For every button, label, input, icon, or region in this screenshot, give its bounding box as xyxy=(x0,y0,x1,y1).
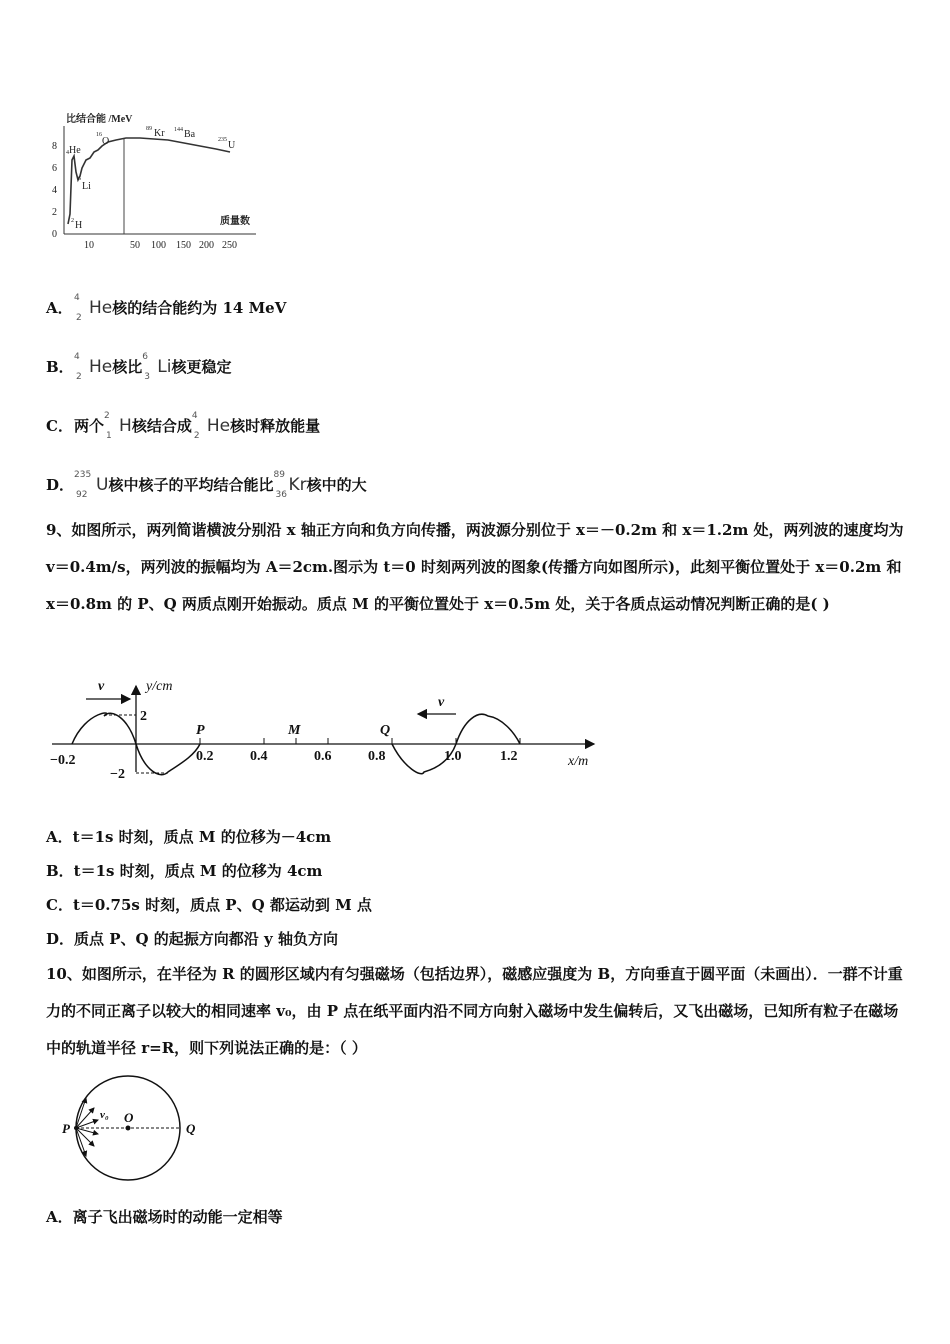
q8-option-c[interactable]: C．两个 2 1 H核结合成 4 2 He核时释放能量 xyxy=(46,411,321,441)
label-h: H xyxy=(75,220,83,231)
nuclide-u: 235 92 U xyxy=(74,470,109,500)
v-left-label: v xyxy=(98,679,105,694)
label-kr: Kr xyxy=(154,128,165,139)
svg-text:16: 16 xyxy=(96,132,102,138)
q9-option-c[interactable]: C．t＝0.75s 时刻，质点 P、Q 都运动到 M 点 xyxy=(46,896,372,914)
v-right-label: v xyxy=(438,695,445,710)
xtick-200: 200 xyxy=(199,240,214,250)
label-o: O xyxy=(124,1110,134,1125)
label-ba: Ba xyxy=(184,129,196,140)
ytick-0: 0 xyxy=(52,229,57,240)
label-q: Q xyxy=(186,1121,196,1136)
label-li: Li xyxy=(82,181,91,192)
nuclide-h: 2 1 H xyxy=(104,411,132,441)
nuclide-he: 4 2 He xyxy=(74,352,113,382)
svg-text:6: 6 xyxy=(78,176,81,182)
ytick-6: 6 xyxy=(52,163,57,174)
xtick-250: 250 xyxy=(222,240,237,250)
wave-ylabel: y/cm xyxy=(146,679,173,694)
q8-option-a[interactable]: A． 4 2 He核的结合能约为 14 MeV xyxy=(46,293,287,323)
svg-text:89: 89 xyxy=(146,126,152,132)
xtick-0.2: 0.2 xyxy=(196,749,214,764)
binding-energy-curve xyxy=(68,138,230,224)
wave-xlabel: x/m xyxy=(568,754,589,769)
xtick-0.6: 0.6 xyxy=(314,749,332,764)
q9-option-a[interactable]: A．t＝1s 时刻，质点 M 的位移为－4cm xyxy=(46,828,332,846)
q8-option-d[interactable]: D． 235 92 U核中核子的平均结合能比 89 36 Kr核中的大 xyxy=(46,470,367,500)
figure1-xlabel: 质量数 xyxy=(220,216,250,227)
xtick-150: 150 xyxy=(176,240,191,250)
q10-stem: 10、如图所示，在半径为 R 的圆形区域内有匀强磁场（包括边界），磁感应强度为 B，方向垂直于圆平面（未画出）．一群不计重力的不同正离子以较大的相同速率 v₀，由 P 点在纸平面内沿不同方向射入磁场中发生偏转后，又飞出磁场，已知所有粒子在磁场中的轨道半径 r=R，则下列说法正确的是：（ ） xyxy=(46,965,903,1057)
svg-text:235: 235 xyxy=(218,137,227,143)
label-u: U xyxy=(228,140,236,151)
ytick-8: 8 xyxy=(52,141,57,152)
svg-text:2: 2 xyxy=(71,218,74,224)
binding-energy-figure xyxy=(44,100,264,250)
xtick-100: 100 xyxy=(151,240,166,250)
q8-option-b[interactable]: B． 4 2 He核比 6 3 Li核更稳定 xyxy=(46,352,232,382)
svg-text:144: 144 xyxy=(174,127,183,133)
xtick-0.4: 0.4 xyxy=(250,749,268,764)
xtick-50: 50 xyxy=(130,240,140,250)
point-m-label: M xyxy=(288,723,301,738)
center-point xyxy=(126,1126,131,1131)
nuclide-kr: 89 36 Kr xyxy=(273,470,307,500)
y-neg-label: −2 xyxy=(110,767,125,782)
nuclide-he: 4 2 He xyxy=(74,293,113,323)
label-v0: v₀ xyxy=(100,1109,109,1121)
xtick-neg0.2: −0.2 xyxy=(50,753,76,768)
label-p: P xyxy=(62,1121,70,1136)
point-p-label: P xyxy=(196,723,205,738)
figure1-ylabel: 比结合能 /MeV xyxy=(66,114,133,125)
ytick-2: 2 xyxy=(52,207,57,218)
xtick-1.0: 1.0 xyxy=(444,749,462,764)
nuclide-he: 4 2 He xyxy=(191,411,231,441)
ytick-4: 4 xyxy=(52,185,57,196)
q9-option-b[interactable]: B．t＝1s 时刻，质点 M 的位移为 4cm xyxy=(46,862,323,880)
wave-figure xyxy=(46,672,606,782)
q10-option-a[interactable]: A．离子飞出磁场时的动能一定相等 xyxy=(46,1208,283,1226)
nuclide-li: 6 3 Li xyxy=(142,352,172,382)
label-he: He xyxy=(69,145,81,156)
xtick-1.2: 1.2 xyxy=(500,749,518,764)
q9-option-d[interactable]: D．质点 P、Q 的起振方向都沿 y 轴负方向 xyxy=(46,930,338,948)
svg-text:4: 4 xyxy=(66,150,69,156)
magnetic-field-figure xyxy=(58,1070,228,1190)
xtick-0.8: 0.8 xyxy=(368,749,386,764)
y-pos-label: 2 xyxy=(140,709,147,724)
q9-stem: 9、如图所示，两列简谐横波分别沿 x 轴正方向和负方向传播，两波源分别位于 x＝－0.2m 和 x＝1.2m 处，两列波的速度均为 v＝0.4m/s，两列波的振幅均为 A＝2cm.图示为 t＝0 时刻两列波的图象(传播方向如图所示)，此刻平衡位置处于 x＝0.2m 和 x＝0.8m 的 P、Q 两质点刚开始振动。质点 M 的平衡位置处于 x＝0.5m 处，关于各质点运动情况判断正确的是( ) xyxy=(46,521,904,613)
point-q-label: Q xyxy=(380,723,391,738)
xtick-10: 10 xyxy=(84,240,94,250)
label-o: O xyxy=(102,136,110,147)
